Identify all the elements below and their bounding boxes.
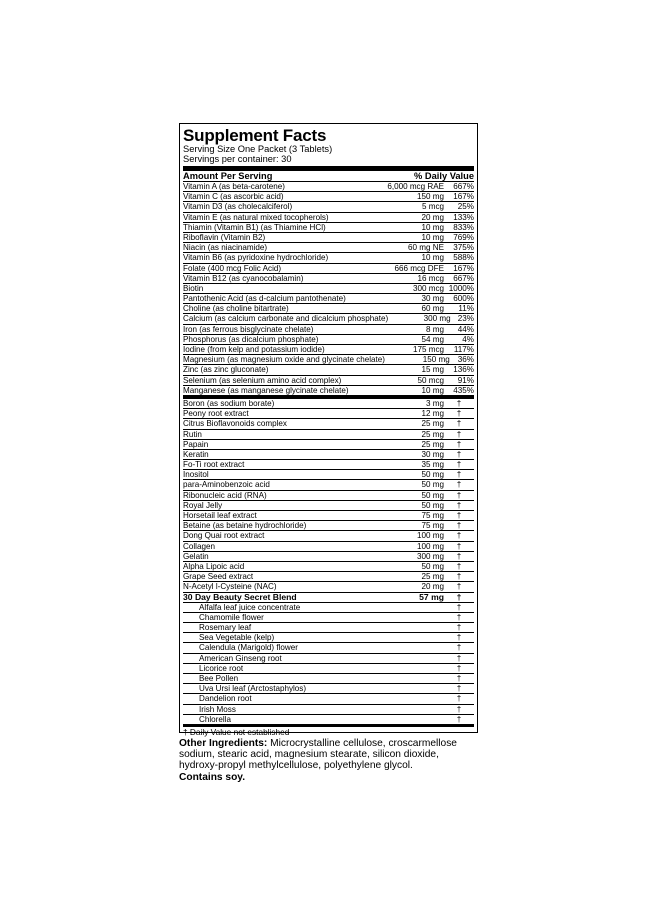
nutrient-amount <box>364 694 444 703</box>
nutrient-daily-value: † <box>456 684 462 694</box>
nutrient-daily-value: 23% <box>457 314 474 324</box>
nutrient-name: Iron (as ferrous bisglycinate chelate) <box>183 324 314 334</box>
nutrient-daily-value: † <box>456 470 462 480</box>
nutrient-row <box>183 572 474 582</box>
blend-dv: † <box>456 591 462 602</box>
nutrient-row <box>183 264 474 274</box>
nutrient-name: Dandelion root <box>199 694 252 704</box>
nutrient-daily-value: † <box>456 521 462 531</box>
nutrient-daily-value: † <box>456 480 462 490</box>
nutrient-amount: 300 mcg <box>412 283 444 293</box>
nutrient-daily-value: † <box>456 419 462 429</box>
nutrient-daily-value: † <box>456 633 462 643</box>
nutrient-row <box>183 623 474 633</box>
nutrient-amount: 3 mg <box>426 398 444 408</box>
nutrient-name: Sea Vegetable (kelp) <box>199 633 275 643</box>
nutrient-name: Keratin <box>183 449 209 459</box>
nutrient-amount: 10 mg <box>421 222 444 232</box>
nutrient-row <box>183 345 474 355</box>
nutrient-row <box>183 705 474 715</box>
nutrient-amount <box>364 684 444 693</box>
other-ingredients-label: Other Ingredients: <box>179 738 268 749</box>
nutrient-amount: 666 mcg DFE <box>394 263 444 273</box>
nutrient-row <box>183 335 474 345</box>
nutrient-name: Calcium (as calcium carbonate and dicalcium phosphate) <box>183 314 389 324</box>
nutrient-row <box>183 501 474 511</box>
nutrient-row <box>183 643 474 653</box>
nutrient-name: Alfalfa leaf juice concentrate <box>199 602 301 612</box>
nutrient-row <box>183 409 474 419</box>
nutrient-name: Magnesium (as magnesium oxide and glycinate chelate) <box>183 355 385 365</box>
nutrient-daily-value: † <box>456 694 462 704</box>
nutrient-daily-value: † <box>456 663 462 673</box>
daily-value-header: % Daily Value <box>414 170 474 181</box>
nutrient-name: Biotin <box>183 283 204 293</box>
nutrient-row <box>183 440 474 450</box>
nutrient-daily-value: † <box>456 531 462 541</box>
nutrient-row <box>183 694 474 704</box>
nutrient-daily-value: † <box>456 612 462 622</box>
nutrient-name: Horsetail leaf extract <box>183 511 257 520</box>
nutrient-daily-value: 25% <box>457 202 474 212</box>
nutrient-row <box>183 674 474 684</box>
nutrient-name: Gelatin <box>183 551 209 561</box>
nutrient-daily-value: 44% <box>457 324 474 334</box>
nutrient-amount: 35 mg <box>421 460 444 470</box>
nutrient-amount: 8 mg <box>426 324 444 334</box>
nutrient-name: Boron (as sodium borate) <box>183 398 275 408</box>
nutrient-daily-value: 600% <box>453 294 474 304</box>
nutrient-name: Irish Moss <box>199 704 236 714</box>
nutrient-daily-value: 167% <box>453 192 474 202</box>
nutrient-daily-value: † <box>456 704 462 714</box>
nutrient-row <box>183 399 474 409</box>
nutrient-name: Riboflavin (Vitamin B2) <box>183 232 266 242</box>
nutrient-row <box>183 355 474 365</box>
supplement-facts-panel <box>179 123 478 737</box>
nutrient-name: Collagen <box>183 541 215 551</box>
nutrient-name: Folate (400 mcg Folic Acid) <box>183 263 282 273</box>
nutrient-name: Grape Seed extract <box>183 572 254 582</box>
nutrient-daily-value: 375% <box>453 243 474 253</box>
nutrient-amount: 12 mg <box>421 409 444 419</box>
nutrient-row <box>183 304 474 314</box>
nutrient-row <box>183 376 474 386</box>
nutrient-daily-value: † <box>456 643 462 653</box>
nutrient-daily-value: † <box>456 561 462 571</box>
nutrient-row <box>183 419 474 429</box>
nutrient-daily-value: 667% <box>453 182 474 191</box>
nutrient-name: Chlorella <box>199 714 231 724</box>
nutrient-name: Selenium (as selenium amino acid complex) <box>183 375 342 385</box>
nutrient-amount: 10 mg <box>421 385 444 395</box>
nutrient-row <box>183 325 474 335</box>
nutrient-row <box>183 511 474 521</box>
nutrient-row <box>183 684 474 694</box>
nutrient-amount: 25 mg <box>421 572 444 582</box>
nutrient-row <box>183 314 474 324</box>
nutrient-amount: 150 mg <box>422 355 450 365</box>
amount-per-serving-header: Amount Per Serving <box>183 170 273 181</box>
nutrient-name: para-Aminobenzoic acid <box>183 480 270 490</box>
nutrient-amount: 75 mg <box>421 511 444 520</box>
nutrient-daily-value: † <box>456 541 462 551</box>
nutrient-name: Vitamin C (as ascorbic acid) <box>183 192 284 202</box>
nutrient-daily-value: † <box>456 602 462 612</box>
nutrient-daily-value: † <box>456 674 462 683</box>
nutrient-row <box>183 182 474 192</box>
nutrient-name: Thiamin (Vitamin B1) (as Thiamine HCl) <box>183 222 326 232</box>
nutrient-row <box>183 613 474 623</box>
nutrient-row <box>183 633 474 643</box>
nutrient-amount <box>364 603 444 612</box>
nutrient-name: N-Acetyl l-Cysteine (NAC) <box>183 582 277 592</box>
nutrient-amount: 60 mg <box>421 304 444 314</box>
nutrient-row <box>183 430 474 440</box>
nutrient-row <box>183 715 474 725</box>
nutrient-name: Chamomile flower <box>199 612 264 622</box>
nutrient-amount <box>364 613 444 622</box>
nutrient-row <box>183 664 474 674</box>
nutrient-amount: 30 mg <box>421 294 444 304</box>
nutrient-row <box>183 531 474 541</box>
nutrient-name: Vitamin A (as beta-carotene) <box>183 182 285 191</box>
nutrient-name: Vitamin D3 (as cholecalciferol) <box>183 202 293 212</box>
vitamins-section <box>183 182 474 396</box>
other-ingredients-text: Microcrystalline cellulose, croscarmellose sodium, stearic acid, magnesium stearate, silicon dioxide, hydroxy-propyl methylcellulose, polyethylene glycol. <box>179 738 457 772</box>
blend-name: 30 Day Beauty Secret Blend <box>183 591 297 602</box>
nutrient-row <box>183 274 474 284</box>
nutrient-daily-value: 667% <box>453 273 474 283</box>
nutrient-amount <box>364 664 444 673</box>
nutrient-amount: 30 mg <box>421 449 444 459</box>
nutrient-row <box>183 470 474 480</box>
nutrient-daily-value: † <box>456 511 462 520</box>
blend-items-section <box>183 603 474 725</box>
nutrient-name: Peony root extract <box>183 409 249 419</box>
nutrient-daily-value: † <box>456 500 462 510</box>
nutrient-amount: 25 mg <box>421 429 444 439</box>
footnote: † Daily Value not established <box>183 724 474 737</box>
nutrient-amount: 300 mg <box>417 551 444 561</box>
nutrient-row <box>183 365 474 375</box>
nutrient-name: Alpha Lipoic acid <box>183 561 245 571</box>
nutrient-amount: 20 mg <box>421 582 444 592</box>
nutrient-amount: 10 mg <box>421 253 444 263</box>
nutrient-name: American Ginseng root <box>199 653 282 663</box>
nutrient-amount: 25 mg <box>421 419 444 429</box>
nutrient-daily-value: 833% <box>453 222 474 232</box>
nutrient-daily-value: † <box>456 439 462 449</box>
nutrient-row <box>183 582 474 592</box>
nutrient-name: Royal Jelly <box>183 500 223 510</box>
nutrient-amount: 60 mg NE <box>408 243 444 253</box>
nutrient-daily-value: 435% <box>453 385 474 395</box>
nutrient-name: Vitamin B6 (as pyridoxine hydrochloride) <box>183 253 329 263</box>
nutrient-row <box>183 491 474 501</box>
nutrient-amount: 100 mg <box>417 531 444 541</box>
contains-statement: Contains soy. <box>179 771 246 783</box>
nutrient-row <box>183 450 474 460</box>
nutrient-daily-value: 136% <box>453 365 474 375</box>
nutrient-name: Ribonucleic acid (RNA) <box>183 490 267 500</box>
nutrient-row <box>183 460 474 470</box>
nutrient-row <box>183 654 474 664</box>
nutrient-daily-value: † <box>456 653 462 663</box>
nutrient-row <box>183 202 474 212</box>
nutrient-daily-value: † <box>456 449 462 459</box>
nutrient-amount <box>364 705 444 714</box>
nutrient-row <box>183 552 474 562</box>
nutrient-name: Papain <box>183 439 209 449</box>
nutrient-name: Licorice root <box>199 663 244 673</box>
serving-size: Serving Size One Packet (3 Tablets) <box>183 144 333 154</box>
nutrient-row <box>183 542 474 552</box>
nutrient-daily-value: † <box>456 582 462 592</box>
nutrient-daily-value: 36% <box>457 355 474 365</box>
nutrient-daily-value: 167% <box>453 263 474 273</box>
nutrient-name: Iodine (from kelp and potassium iodide) <box>183 345 325 354</box>
nutrient-amount <box>364 654 444 663</box>
nutrient-daily-value: † <box>456 572 462 582</box>
nutrient-amount: 175 mcg <box>412 345 444 354</box>
nutrient-amount: 50 mcg <box>417 375 444 385</box>
nutrient-amount: 75 mg <box>421 521 444 531</box>
nutrient-row <box>183 253 474 263</box>
nutrient-daily-value: † <box>456 714 462 724</box>
nutrient-row <box>183 521 474 531</box>
nutrient-amount: 50 mg <box>421 470 444 480</box>
nutrient-daily-value: 4% <box>462 334 474 344</box>
nutrient-daily-value: † <box>456 490 462 500</box>
nutrient-daily-value: 117% <box>453 345 474 354</box>
nutrient-row <box>183 233 474 243</box>
nutrient-daily-value: † <box>456 429 462 439</box>
nutrient-daily-value: † <box>456 398 462 408</box>
nutrient-daily-value: 588% <box>453 253 474 263</box>
nutrient-name: Choline (as choline bitartrate) <box>183 304 289 314</box>
nutrient-name: Pantothenic Acid (as d-calcium pantothenate) <box>183 294 346 304</box>
nutrient-daily-value: † <box>456 623 462 633</box>
nutrient-name: Calendula (Marigold) flower <box>199 643 298 653</box>
blend-amount: 57 mg <box>419 591 444 602</box>
other-nutrients-section <box>183 396 474 593</box>
nutrient-name: Niacin (as niacinamide) <box>183 243 268 253</box>
nutrient-name: Zinc (as zinc gluconate) <box>183 365 269 375</box>
nutrient-row <box>183 243 474 253</box>
nutrient-row <box>183 562 474 572</box>
nutrient-amount: 15 mg <box>421 365 444 375</box>
nutrient-amount: 16 mcg <box>417 273 444 283</box>
nutrient-row <box>183 603 474 613</box>
nutrient-amount: 300 mg <box>423 314 451 324</box>
nutrient-amount <box>364 715 444 724</box>
nutrient-amount: 50 mg <box>421 500 444 510</box>
nutrient-name: Vitamin E (as natural mixed tocopherols) <box>183 212 329 222</box>
nutrient-amount: 25 mg <box>421 439 444 449</box>
nutrient-amount: 6,000 mcg RAE <box>387 182 444 191</box>
nutrient-amount: 150 mg <box>417 192 444 202</box>
nutrient-row <box>183 480 474 490</box>
nutrient-name: Rosemary leaf <box>199 623 252 633</box>
blend-row <box>183 593 474 603</box>
nutrient-daily-value: 1000% <box>448 283 474 293</box>
nutrient-name: Manganese (as manganese glycinate chelate) <box>183 385 349 395</box>
nutrient-name: Rutin <box>183 429 202 439</box>
nutrient-name: Inositol <box>183 470 209 480</box>
nutrient-row <box>183 294 474 304</box>
nutrient-amount: 20 mg <box>421 212 444 222</box>
nutrient-amount: 5 mcg <box>421 202 444 212</box>
panel-title: Supplement Facts <box>183 126 327 145</box>
nutrient-name: Vitamin B12 (as cyanocobalamin) <box>183 273 304 283</box>
other-ingredients <box>179 738 479 783</box>
nutrient-amount <box>364 623 444 632</box>
nutrient-name: Phosphorus (as dicalcium phosphate) <box>183 334 319 344</box>
servings-per-container: Servings per container: 30 <box>183 154 292 165</box>
nutrient-name: Fo-Ti root extract <box>183 460 245 470</box>
nutrient-daily-value: † <box>456 551 462 561</box>
nutrient-name: Citrus Bioflavonoids complex <box>183 419 287 429</box>
nutrient-daily-value: † <box>456 409 462 419</box>
nutrient-amount: 10 mg <box>421 232 444 242</box>
nutrient-row <box>183 284 474 294</box>
nutrient-row <box>183 192 474 202</box>
nutrient-amount: 100 mg <box>417 541 444 551</box>
nutrient-name: Bee Pollen <box>199 674 239 683</box>
nutrient-name: Uva Ursi leaf (Arctostaphylos) <box>199 684 307 694</box>
nutrient-amount: 54 mg <box>421 334 444 344</box>
nutrient-daily-value: 769% <box>453 232 474 242</box>
nutrient-daily-value: 11% <box>458 304 474 314</box>
nutrient-amount <box>364 674 444 683</box>
nutrient-daily-value: 133% <box>453 212 474 222</box>
nutrient-daily-value: 91% <box>457 375 474 385</box>
nutrient-row <box>183 213 474 223</box>
nutrient-amount <box>364 643 444 652</box>
nutrient-name: Dong Quai root extract <box>183 531 265 541</box>
table-header <box>183 171 474 182</box>
nutrient-row <box>183 386 474 396</box>
nutrient-daily-value: † <box>456 460 462 470</box>
nutrient-name: Betaine (as betaine hydrochloride) <box>183 521 307 531</box>
nutrient-row <box>183 223 474 233</box>
nutrient-amount <box>364 633 444 642</box>
nutrient-amount: 50 mg <box>421 490 444 500</box>
nutrient-amount: 50 mg <box>421 480 444 490</box>
nutrient-amount: 50 mg <box>421 561 444 571</box>
